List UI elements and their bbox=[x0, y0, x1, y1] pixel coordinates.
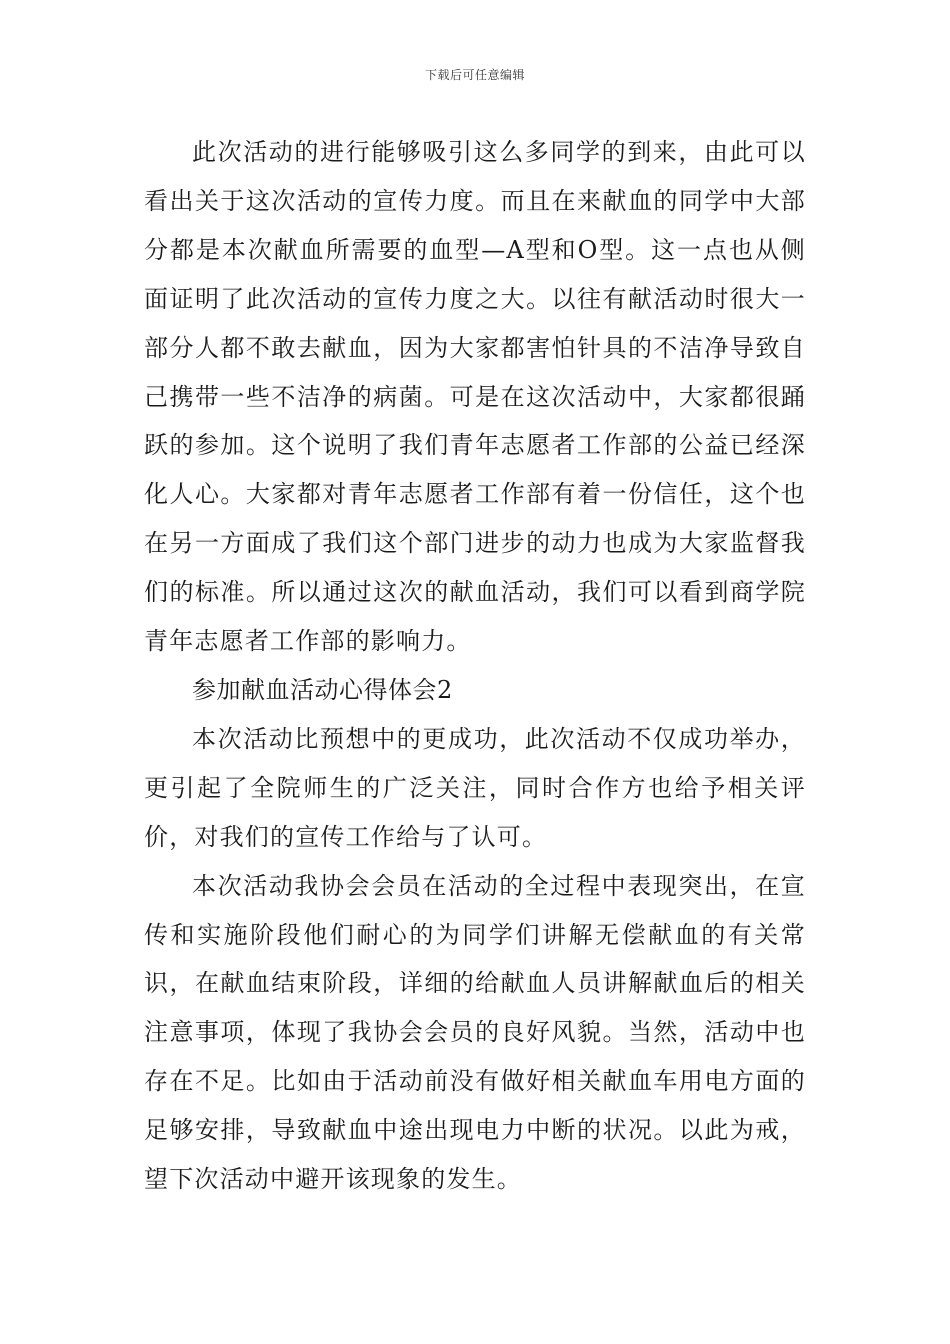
section-heading: 参加献血活动心得体会2 bbox=[192, 675, 453, 704]
page-header-note: 下载后可任意编辑 bbox=[424, 68, 525, 82]
paragraph-publicity-effect: 此次活动的进行能够吸引这么多同学的到来，由此可以看出关于这次活动的宣传力度。而且在来献血的同学中大部分都是本次献血所需要的血型—A型和O型。这一点也从侧面证明了此次活动的宣传力度之大。以往有献活动时很大一部分人都不敢去献血，因为大家都害怕针具的不洁净导致自己携带一些不洁净的病菌。可是在这次活动中，大家都很踊跃的参加。这个说明了我们青年志愿者工作部的公益已经深化人心。大家都对青年志愿者工作部有着一份信任，这个也在另一方面成了我们这个部门进步的动力也成为大家监督我们的标准。所以通过这次的献血活动，我们可以看到商学院青年志愿者工作部的影响力。 bbox=[144, 138, 806, 656]
paragraph-member-performance: 本次活动我协会会员在活动的全过程中表现突出，在宣传和实施阶段他们耐心的为同学们讲解无偿献血的有关常识，在献血结束阶段，详细的给献血人员讲解献血后的相关注意事项，体现了我协会会员的良好风貌。当然，活动中也存在不足。比如由于活动前没有做好相关献血车用电方面的足够安排，导致献血中途出现电力中断的状况。以此为戒，望下次活动中避开该现象的发生。 bbox=[144, 871, 806, 1194]
paragraph-activity-success: 本次活动比预想中的更成功，此次活动不仅成功举办，更引起了全院师生的广泛关注，同时合作方也给予相关评价，对我们的宣传工作给与了认可。 bbox=[144, 724, 806, 851]
document-body bbox=[144, 128, 806, 1204]
